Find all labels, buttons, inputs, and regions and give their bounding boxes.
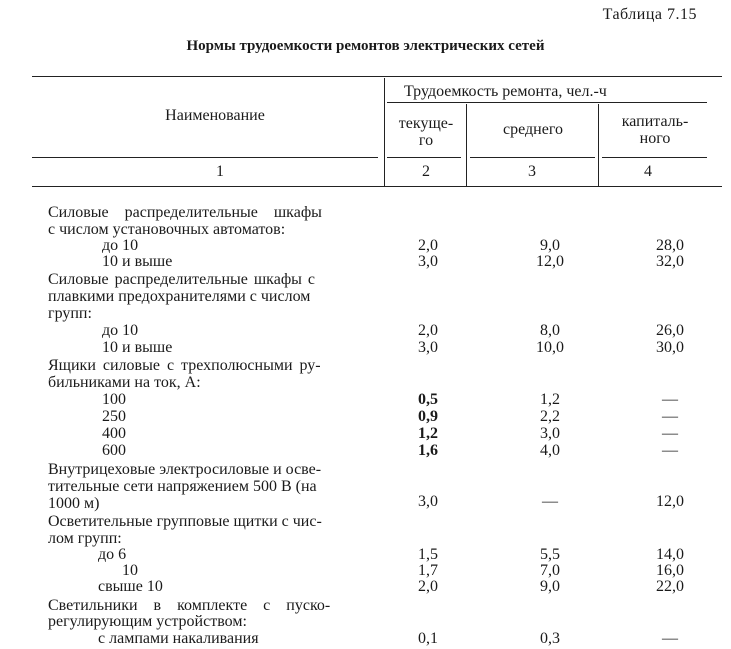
value-capital: — xyxy=(662,391,678,408)
value-capital: 14,0 xyxy=(656,546,684,563)
header-bottom-rule xyxy=(32,186,722,187)
value-capital: 32,0 xyxy=(656,253,684,270)
value-current: 1,6 xyxy=(418,442,438,459)
header-capital-1: капиталь- xyxy=(621,113,689,130)
value-current: 0,9 xyxy=(418,408,438,425)
header-current-1: текуще- xyxy=(398,115,454,132)
value-medium: 8,0 xyxy=(540,322,560,339)
header-rule-col2 xyxy=(387,157,461,158)
row-text: 600 xyxy=(102,442,126,459)
value-medium: 7,0 xyxy=(540,562,560,579)
value-current: 2,0 xyxy=(418,237,438,254)
column-number-2: 2 xyxy=(422,163,430,180)
value-current: 3,0 xyxy=(418,339,438,356)
value-medium: 5,5 xyxy=(540,546,560,563)
row-text: 10 и выше xyxy=(102,253,173,270)
column-divider-2 xyxy=(466,104,467,186)
value-current: 1,7 xyxy=(418,562,438,579)
header-rule-col4 xyxy=(602,157,707,158)
row-text: 1000 м) xyxy=(48,495,100,512)
column-number-1: 1 xyxy=(216,163,224,180)
value-medium: 0,3 xyxy=(540,630,560,647)
row-text: бильниками на ток, А: xyxy=(48,374,201,391)
column-number-3: 3 xyxy=(528,163,536,180)
row-text: до 10 xyxy=(102,322,139,339)
row-text: 100 xyxy=(102,391,126,408)
header-rule-col1 xyxy=(32,157,378,158)
value-current: 0,1 xyxy=(418,630,438,647)
row-text: Осветительные групповые щитки с чис- xyxy=(48,513,322,530)
value-medium: 4,0 xyxy=(540,442,560,459)
header-name: Наименование xyxy=(165,107,265,124)
column-divider-1 xyxy=(384,78,385,186)
row-text: групп: xyxy=(48,305,92,322)
column-divider-3 xyxy=(598,104,599,186)
row-text: лом групп: xyxy=(48,530,122,547)
value-medium: 12,0 xyxy=(536,253,564,270)
value-capital: 28,0 xyxy=(656,237,684,254)
row-text: с лампами накаливания xyxy=(98,630,259,647)
value-current: 0,5 xyxy=(418,391,438,408)
value-medium: 2,2 xyxy=(540,408,560,425)
value-capital: 26,0 xyxy=(656,322,684,339)
value-medium: 1,2 xyxy=(540,391,560,408)
value-capital: — xyxy=(662,425,678,442)
value-medium: 3,0 xyxy=(540,425,560,442)
header-current-2: го xyxy=(418,132,434,149)
value-current: 1,5 xyxy=(418,546,438,563)
row-text: 250 xyxy=(102,408,126,425)
value-medium: — xyxy=(542,493,558,510)
row-text: свыше 10 xyxy=(98,578,163,595)
value-capital: — xyxy=(662,442,678,459)
value-medium: 9,0 xyxy=(540,578,560,595)
value-capital: — xyxy=(662,408,678,425)
value-capital: — xyxy=(662,630,678,647)
table-number-label: Таблица 7.15 xyxy=(602,6,697,23)
row-text: до 6 xyxy=(98,546,127,563)
table-title: Нормы трудоемкости ремонтов электрических сетей xyxy=(186,38,545,54)
value-medium: 9,0 xyxy=(540,237,560,254)
row-text: Силовые распределительные шкафы xyxy=(48,204,322,221)
value-current: 1,2 xyxy=(418,425,438,442)
row-text: с числом установочных автоматов: xyxy=(48,221,286,238)
row-text: плавкими предохранителями с числом xyxy=(48,288,311,305)
table-top-rule xyxy=(32,76,722,77)
header-medium: среднего xyxy=(503,121,563,138)
value-capital: 22,0 xyxy=(656,578,684,595)
row-text: тительные сети напряжением 500 В (на xyxy=(48,478,317,495)
value-capital: 12,0 xyxy=(656,493,684,510)
value-capital: 16,0 xyxy=(656,562,684,579)
row-text: 400 xyxy=(102,425,126,442)
row-text: регулирующим устройством: xyxy=(48,613,247,630)
value-capital: 30,0 xyxy=(656,339,684,356)
row-text: Внутрицеховые электросиловые и осве- xyxy=(48,461,322,478)
row-text: Светильники в комплекте с пуско- xyxy=(48,597,331,614)
row-text: до 10 xyxy=(102,237,139,254)
value-current: 3,0 xyxy=(418,493,438,510)
header-capital-2: ного xyxy=(639,130,671,147)
row-text: Ящики силовые с трехполюсными ру- xyxy=(48,357,321,374)
value-current: 3,0 xyxy=(418,253,438,270)
row-text: 10 xyxy=(122,562,138,579)
row-text: Силовые распределительные шкафы с xyxy=(48,271,316,288)
header-labor-group: Трудоемкость ремонта, чел.-ч xyxy=(404,83,607,100)
group-header-rule xyxy=(387,102,707,103)
value-medium: 10,0 xyxy=(536,339,564,356)
row-text: 10 и выше xyxy=(102,339,173,356)
header-rule-col3 xyxy=(470,157,595,158)
column-number-4: 4 xyxy=(644,163,652,180)
value-current: 2,0 xyxy=(418,578,438,595)
value-current: 2,0 xyxy=(418,322,438,339)
